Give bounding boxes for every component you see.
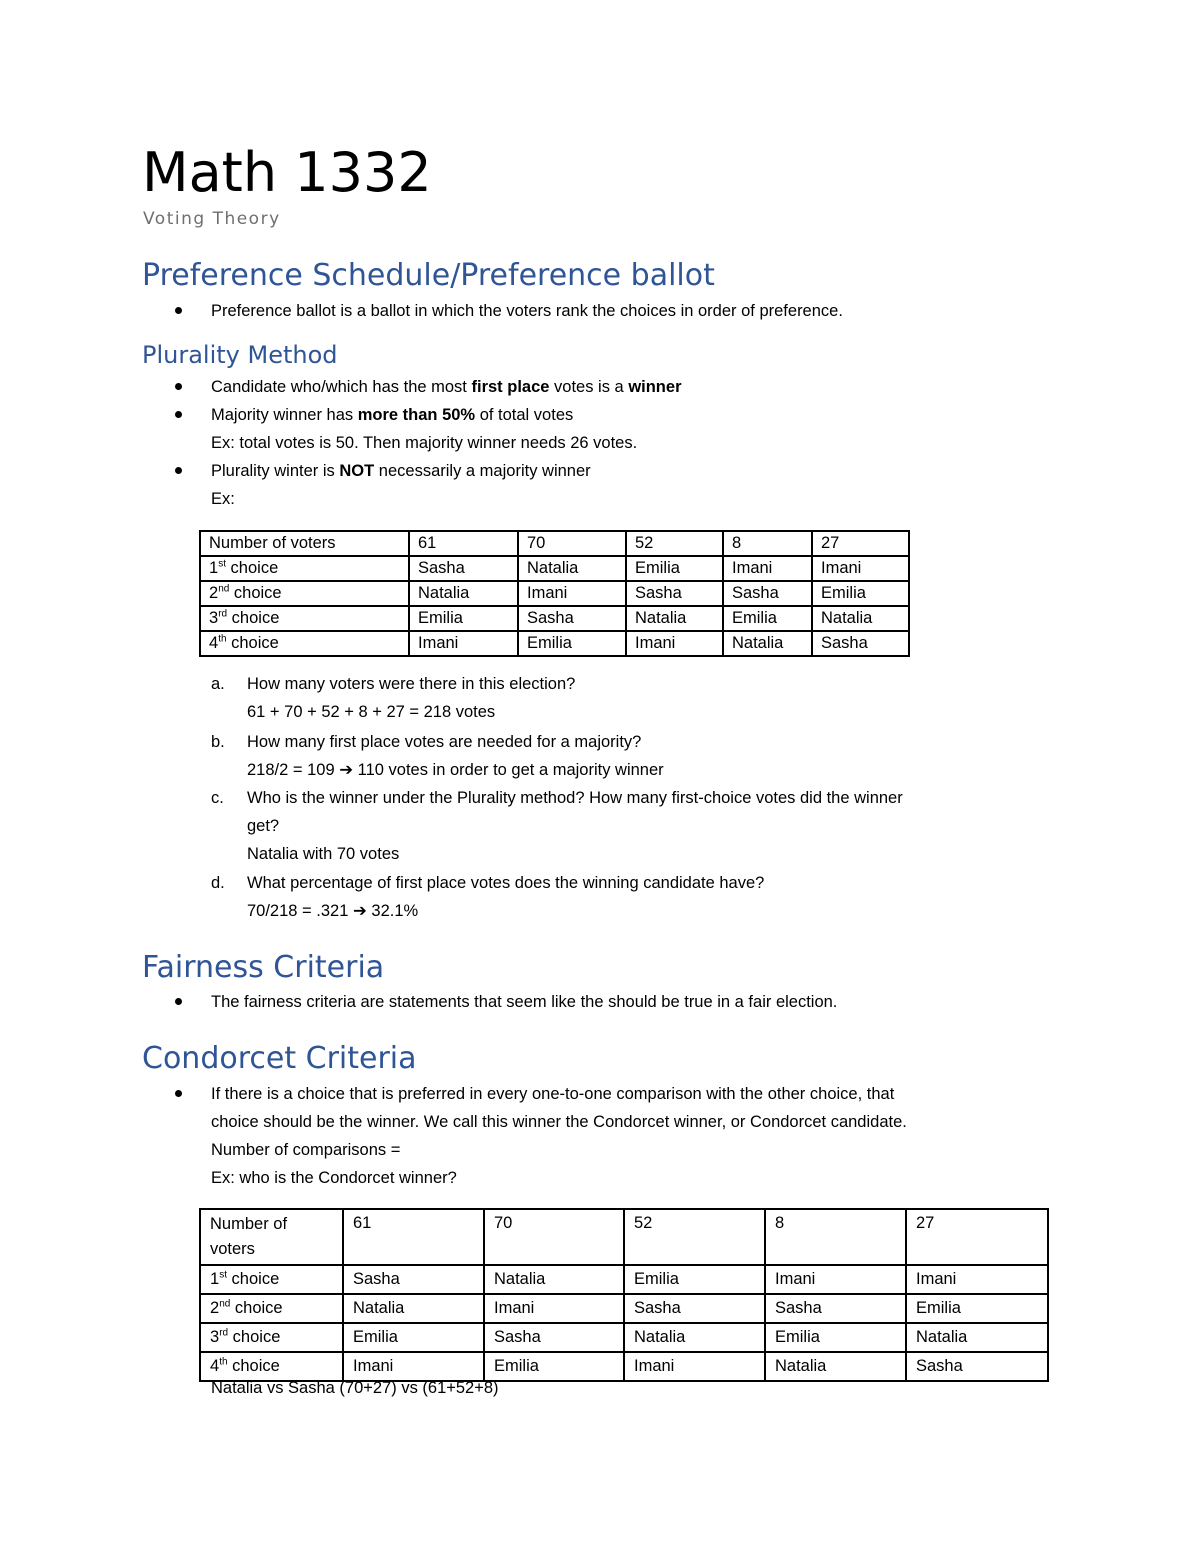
bullet-icon (175, 307, 182, 314)
row-label: 2nd choice (200, 1294, 343, 1323)
table-cell: Natalia (484, 1265, 624, 1294)
table-cell: Sasha (409, 556, 518, 581)
table-cell: Sasha (906, 1352, 1048, 1381)
answer-c: Natalia with 70 votes (247, 845, 400, 863)
row-label: 3rd choice (200, 606, 409, 631)
arrow-right-icon: ➔ (339, 761, 354, 779)
row-label: 2nd choice (200, 581, 409, 606)
table-cell: Imani (409, 631, 518, 656)
condorcet-line-1: If there is a choice that is preferred in every one-to-one comparison with the other choice, that (211, 1085, 895, 1103)
table-cell: Imani (518, 581, 626, 606)
table-cell: Natalia (518, 556, 626, 581)
question-b-marker: b. (211, 733, 225, 751)
table-cell: 70 (484, 1209, 624, 1265)
table-row (200, 1323, 1048, 1352)
table-cell: Imani (812, 556, 909, 581)
table-row (200, 1294, 1048, 1323)
table-cell: Natalia (626, 606, 723, 631)
table-cell: Natalia (906, 1323, 1048, 1352)
question-d-marker: d. (211, 874, 225, 892)
arrow-right-icon: ➔ (352, 902, 367, 920)
table-cell: 27 (906, 1209, 1048, 1265)
plurality-bullet-3: Plurality winter is NOT necessarily a majority winner (211, 462, 591, 480)
table-cell: Imani (906, 1265, 1048, 1294)
table-row (200, 581, 909, 606)
row-label: 1st choice (200, 1265, 343, 1294)
table-cell: 52 (626, 531, 723, 556)
question-a: How many voters were there in this election? (247, 675, 576, 693)
question-c-line-2: get? (247, 817, 280, 835)
table-cell: Natalia (624, 1323, 765, 1352)
page-title: Math 1332 (142, 141, 432, 204)
table-cell: Sasha (484, 1323, 624, 1352)
table-cell: Sasha (723, 581, 812, 606)
table-cell: 61 (409, 531, 518, 556)
preference-table-2 (199, 1208, 1049, 1382)
bullet-icon (175, 467, 182, 474)
table-cell: Imani (484, 1294, 624, 1323)
table-cell: 70 (518, 531, 626, 556)
plurality-example-label: Ex: (211, 490, 235, 508)
table-cell: Emilia (409, 606, 518, 631)
table-cell: Imani (765, 1265, 906, 1294)
heading-plurality: Plurality Method (142, 341, 338, 369)
table-cell: Emilia (343, 1323, 484, 1352)
table-cell: Sasha (626, 581, 723, 606)
table-row (200, 631, 909, 656)
table-cell: Sasha (624, 1294, 765, 1323)
table-cell: Sasha (812, 631, 909, 656)
question-b: How many first place votes are needed for a majority? (247, 733, 642, 751)
page-subtitle: Voting Theory (143, 209, 281, 229)
table-cell: Sasha (343, 1265, 484, 1294)
fairness-definition: The fairness criteria are statements that seem like the should be true in a fair election. (211, 993, 838, 1011)
bullet-icon (175, 1090, 182, 1097)
table-cell: Emilia (484, 1352, 624, 1381)
table-cell: Number of voters (200, 1209, 343, 1265)
answer-b: 218/2 = 109 ➔ 110 votes in order to get a majority winner (247, 761, 664, 779)
heading-condorcet: Condorcet Criteria (142, 1041, 417, 1076)
heading-fairness: Fairness Criteria (142, 950, 385, 985)
condorcet-line-4: Ex: who is the Condorcet winner? (211, 1169, 457, 1187)
table-cell: 27 (812, 531, 909, 556)
row-label: 3rd choice (200, 1323, 343, 1352)
table-cell: Imani (723, 556, 812, 581)
table-cell: Emilia (906, 1294, 1048, 1323)
table-cell: Emilia (765, 1323, 906, 1352)
table-cell: Natalia (723, 631, 812, 656)
table-cell: 8 (765, 1209, 906, 1265)
question-c-marker: c. (211, 789, 224, 807)
table-cell: Emilia (624, 1265, 765, 1294)
table-cell: Natalia (765, 1352, 906, 1381)
table-cell: 61 (343, 1209, 484, 1265)
table-row (200, 1265, 1048, 1294)
table-cell: Emilia (626, 556, 723, 581)
table-cell: 8 (723, 531, 812, 556)
table-cell: Sasha (518, 606, 626, 631)
table-cell: Emilia (812, 581, 909, 606)
bullet-icon (175, 998, 182, 1005)
answer-a: 61 + 70 + 52 + 8 + 27 = 218 votes (247, 703, 496, 721)
table-cell: Imani (624, 1352, 765, 1381)
row-label: 4th choice (200, 631, 409, 656)
table-cell: Imani (343, 1352, 484, 1381)
plurality-bullet-1: Candidate who/which has the most first place votes is a winner (211, 378, 682, 396)
table-cell: Natalia (343, 1294, 484, 1323)
plurality-bullet-2: Majority winner has more than 50% of total votes (211, 406, 574, 424)
comparison-line: Natalia vs Sasha (70+27) vs (61+52+8) (211, 1379, 499, 1397)
row-label: 4th choice (200, 1352, 343, 1381)
question-c-line-1: Who is the winner under the Plurality method? How many first-choice votes did the winner (247, 789, 903, 807)
condorcet-line-3: Number of comparisons = (211, 1141, 401, 1159)
question-d: What percentage of first place votes does the winning candidate have? (247, 874, 765, 892)
table-cell: Number of voters (200, 531, 409, 556)
row-label: 1st choice (200, 556, 409, 581)
heading-preference: Preference Schedule/Preference ballot (142, 258, 715, 293)
preference-definition: Preference ballot is a ballot in which the voters rank the choices in order of preference. (211, 302, 843, 320)
table-cell: Emilia (723, 606, 812, 631)
table-cell: Natalia (409, 581, 518, 606)
bullet-icon (175, 411, 182, 418)
table-row (200, 606, 909, 631)
question-a-marker: a. (211, 675, 225, 693)
table-cell: Natalia (812, 606, 909, 631)
table-row (200, 556, 909, 581)
table-cell: Imani (626, 631, 723, 656)
table-cell: Sasha (765, 1294, 906, 1323)
table-header-row (200, 1209, 1048, 1265)
condorcet-line-2: choice should be the winner. We call this winner the Condorcet winner, or Condorcet candidate. (211, 1113, 907, 1131)
plurality-example-majority: Ex: total votes is 50. Then majority winner needs 26 votes. (211, 434, 638, 452)
answer-d: 70/218 = .321 ➔ 32.1% (247, 902, 419, 920)
preference-table-1 (199, 530, 910, 657)
bullet-icon (175, 383, 182, 390)
table-cell: 52 (624, 1209, 765, 1265)
table-header-row (200, 531, 909, 556)
table-cell: Emilia (518, 631, 626, 656)
